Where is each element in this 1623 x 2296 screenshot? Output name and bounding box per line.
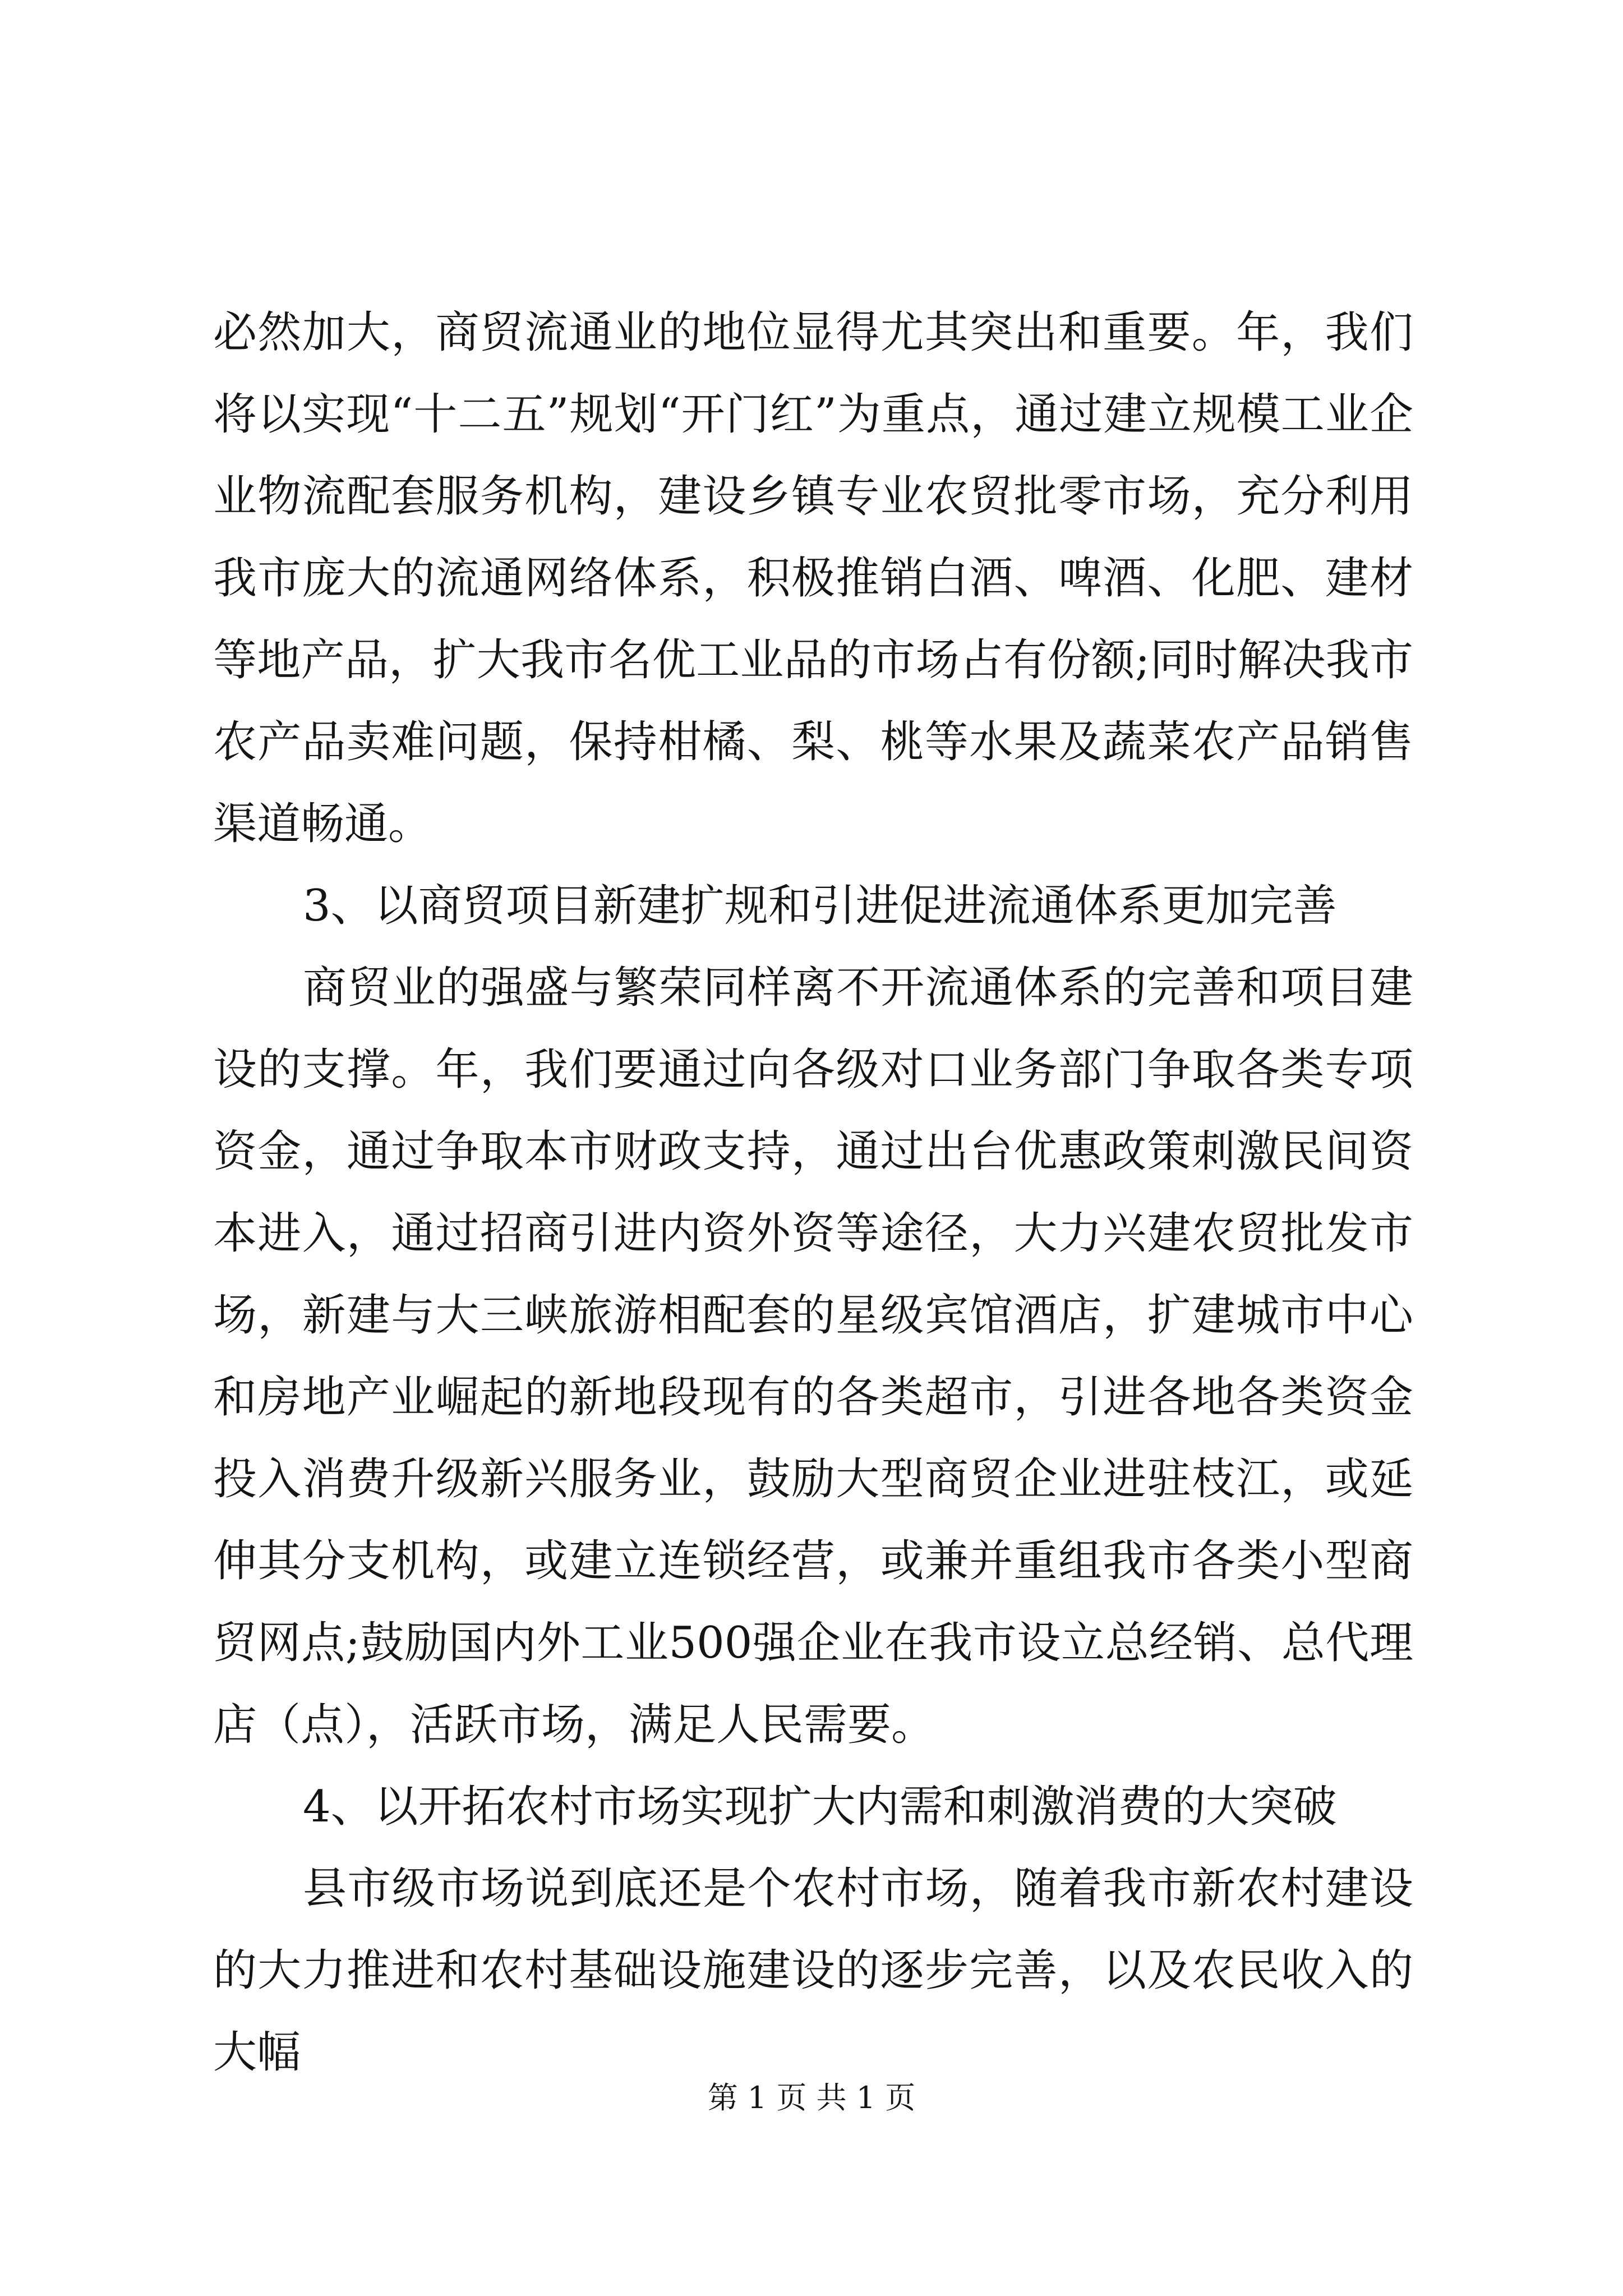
- paragraph-continuation: 必然加大，商贸流通业的地位显得尤其突出和重要。年，我们将以实现“十二五”规划“开门红”为重点，通过建立规模工业企业物流配套服务机构，建设乡镇专业农贸批零市场，充分利用我市庞大的流通网络体系，积极推销白酒、啤酒、化肥、建材等地产品，扩大我市名优工业品的市场占有份额;同时解决我市农产品卖难问题，保持柑橘、梨、桃等水果及蔬菜农产品销售渠道畅通。: [213, 307, 1413, 849]
- paragraph-section-4: 县市级市场说到底还是个农村市场，随着我市新农村建设的大力推进和农村基础设施建设的逐步完善，以及农民收入的大幅: [213, 1864, 1413, 2078]
- paragraph-section-3: 商贸业的强盛与繁荣同样离不开流通体系的完善和项目建设的支撑。年，我们要通过向各级对口业务部门争取各类专项资金，通过争取本市财政支持，通过出台优惠政策刺激民间资本进入，通过招商引进内资外资等途径，大力兴建农贸批发市场，新建与大三峡旅游相配套的星级宾馆酒店，扩建城市中心和房地产业崛起的新地段现有的各类超市，引进各地各类资金投入消费升级新兴服务业，鼓励大型商贸企业进驻枝江，或延伸其分支机构，或建立连锁经营，或兼并重组我市各类小型商贸网点;鼓励国内外工业500强企业在我市设立总经销、总代理店（点），活跃市场，满足人民需要。: [213, 963, 1413, 1750]
- section-heading-3: 3、以商贸项目新建扩规和引进促进流通体系更加完善: [303, 881, 1337, 931]
- page-footer: 第 1 页 共 1 页: [707, 2080, 916, 2115]
- document-body: [213, 292, 1413, 2093]
- section-heading-4: 4、以开拓农村市场实现扩大内需和刺激消费的大突破: [303, 1782, 1337, 1832]
